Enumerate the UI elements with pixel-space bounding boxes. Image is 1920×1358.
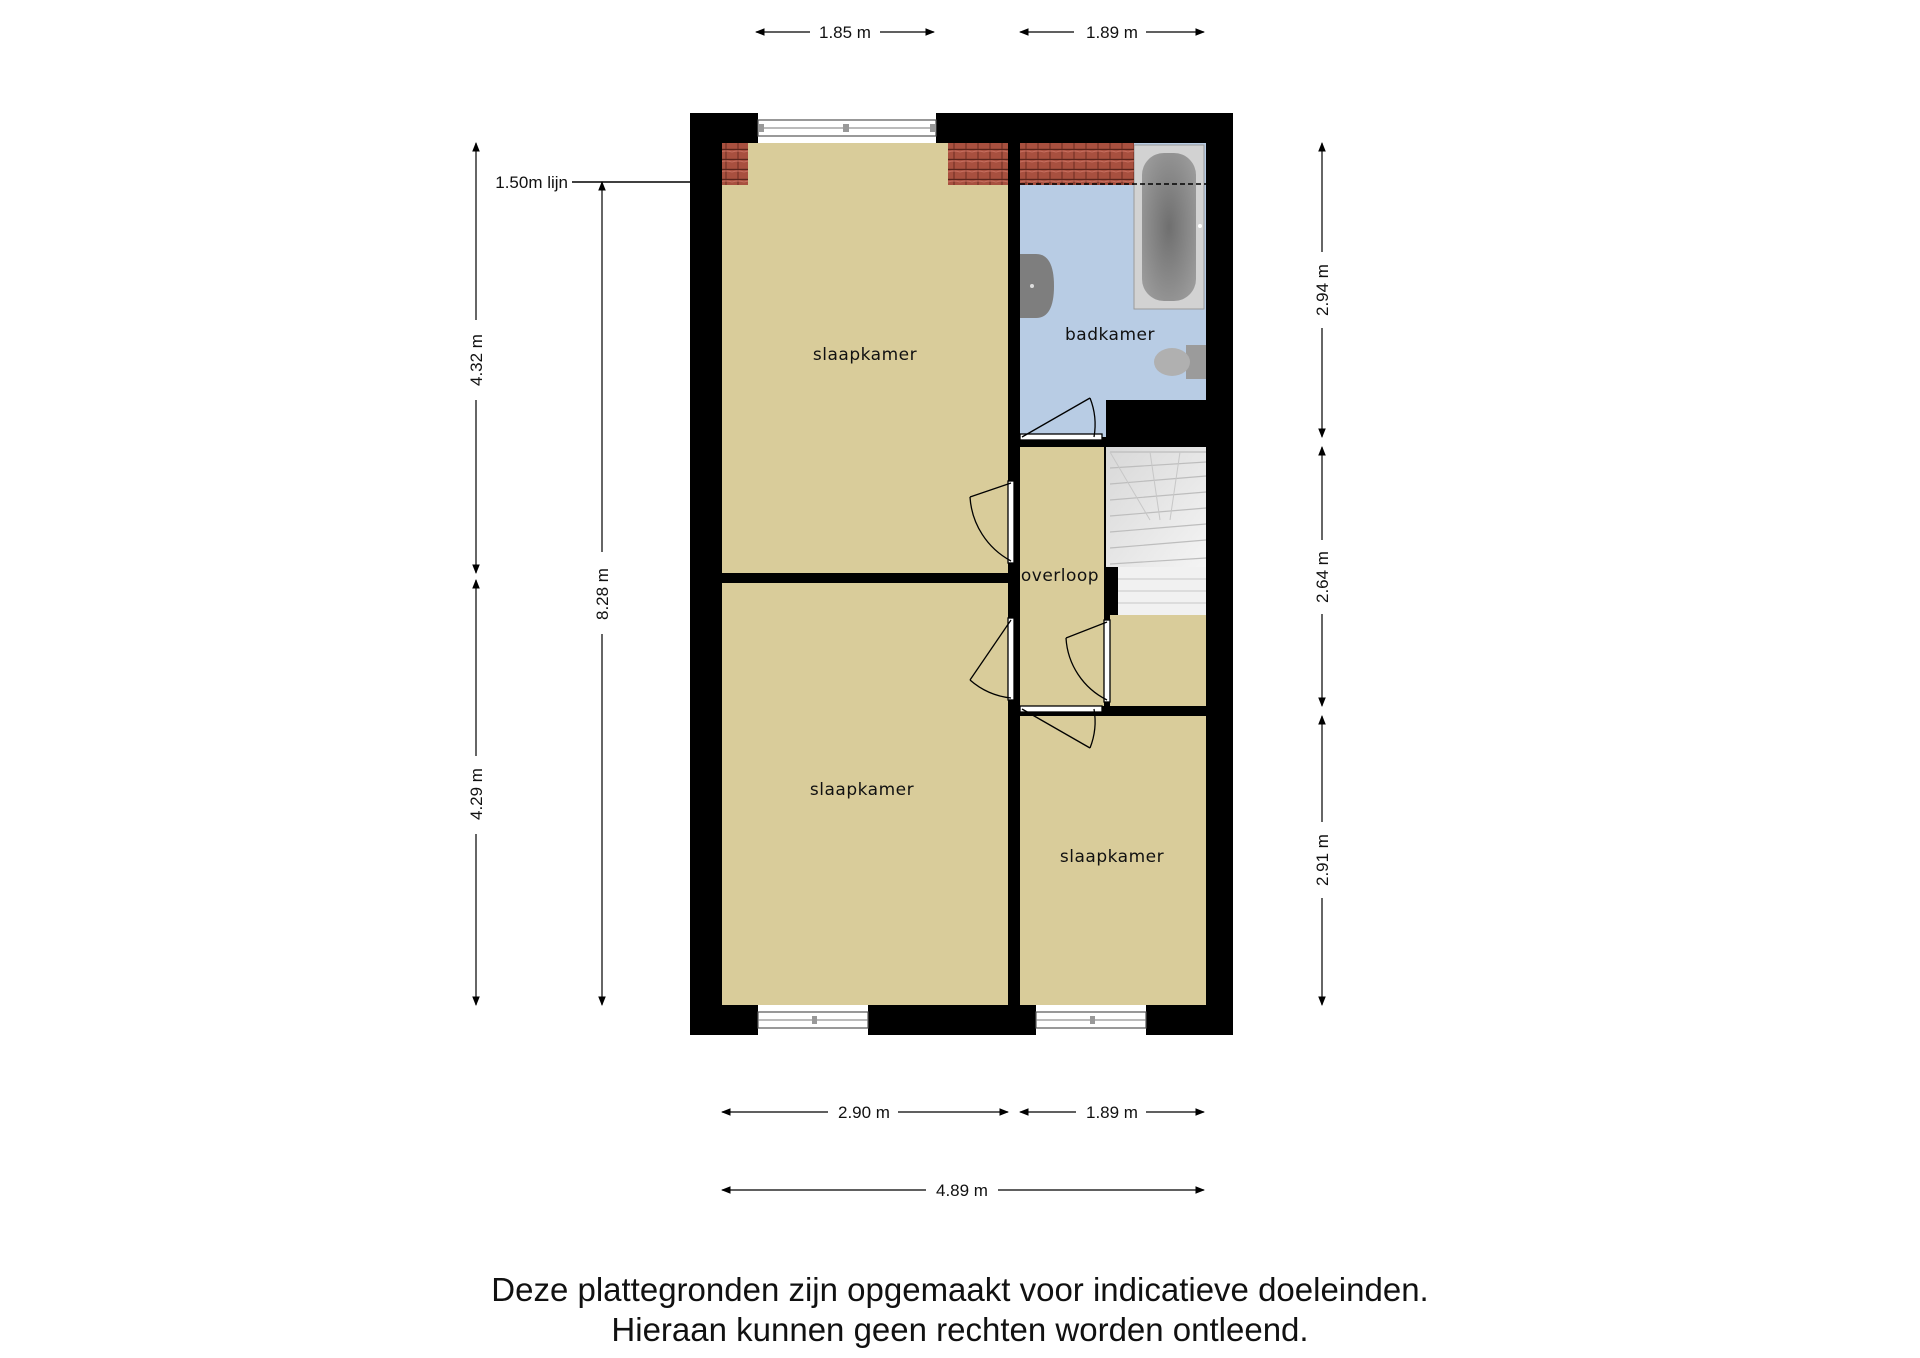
height-line-label: 1.50m lijn — [495, 173, 568, 192]
svg-text:1.85 m: 1.85 m — [819, 23, 871, 42]
dim-top-left — [756, 23, 934, 42]
dim-top-right — [1020, 23, 1204, 42]
roof-tiles-middle — [948, 143, 1008, 185]
label-bedroom-top-left: slaapkamer — [812, 345, 918, 365]
svg-text:4.89 m: 4.89 m — [936, 1181, 988, 1200]
svg-text:1.89 m: 1.89 m — [1086, 1103, 1138, 1122]
window-bottom-left — [758, 1005, 868, 1035]
dim-right-middle — [1313, 447, 1332, 706]
svg-text:4.32 m: 4.32 m — [467, 334, 486, 386]
dim-left-upper — [467, 143, 486, 573]
roof-tiles-right — [1020, 143, 1134, 185]
dim-right-upper — [1313, 143, 1332, 437]
landing-bedroom-wall — [1104, 706, 1206, 716]
dim-left-lower — [467, 580, 486, 1005]
dim-bottom-left — [722, 1103, 1008, 1122]
storage-block — [1106, 400, 1206, 437]
svg-text:4.29 m: 4.29 m — [467, 768, 486, 820]
roof-tiles-left — [722, 143, 748, 185]
window-top — [758, 113, 936, 143]
label-bedroom-bottom-right: slaapkamer — [1059, 847, 1165, 867]
svg-text:2.91 m: 2.91 m — [1313, 834, 1332, 886]
staircase — [1106, 447, 1206, 615]
disclaimer-line-2: Hieraan kunnen geen rechten worden ontleend. — [611, 1311, 1309, 1348]
svg-text:1.89 m: 1.89 m — [1086, 23, 1138, 42]
label-bedroom-bottom-left: slaapkamer — [809, 780, 915, 800]
disclaimer-line-1: Deze plattegronden zijn opgemaakt voor indicatieve doeleinden. — [491, 1271, 1429, 1308]
sink — [1020, 254, 1054, 318]
label-bathroom: badkamer — [1065, 325, 1155, 345]
svg-text:2.94 m: 2.94 m — [1313, 264, 1332, 316]
svg-text:2.64 m: 2.64 m — [1313, 551, 1332, 603]
svg-text:2.90 m: 2.90 m — [838, 1103, 890, 1122]
svg-text:8.28 m: 8.28 m — [593, 568, 612, 620]
dim-bottom-right — [1020, 1103, 1204, 1122]
dim-bottom-total — [722, 1181, 1204, 1200]
window-bottom-right — [1036, 1005, 1146, 1035]
dim-left-total — [593, 182, 612, 1005]
dim-right-lower — [1313, 716, 1332, 1005]
bathtub — [1134, 145, 1204, 309]
label-landing: overloop — [1020, 566, 1100, 586]
